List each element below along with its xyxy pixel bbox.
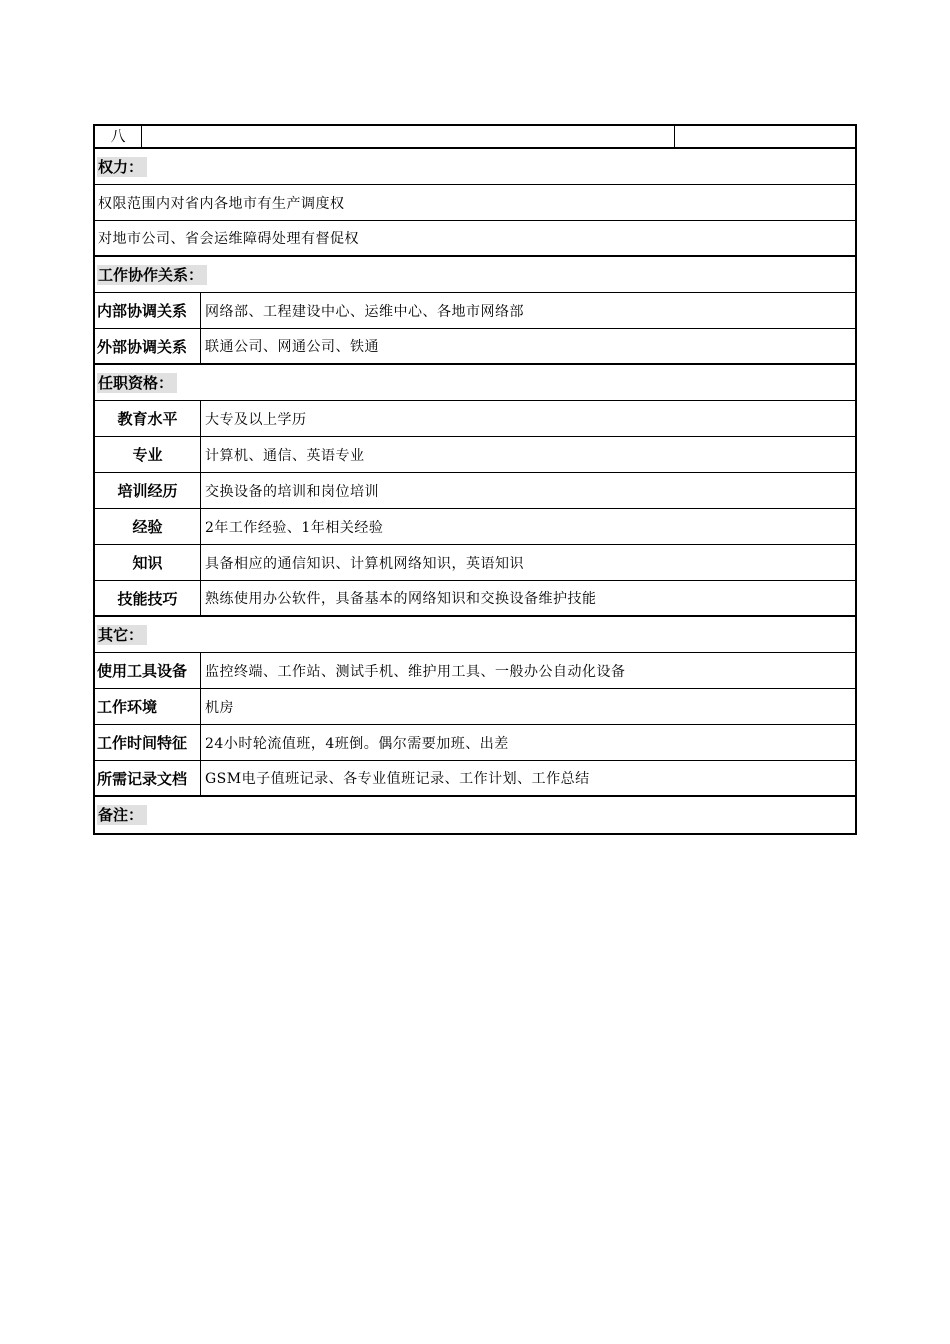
qualification-row [95,437,855,473]
cooperation-header [95,257,855,293]
row-label: 内部协调关系 [95,293,201,328]
qualification-header [95,365,855,401]
power-item-text: 对地市公司、省会运维障碍处理有督促权 [98,231,359,247]
other-row [95,689,855,725]
row-value: GSM电子值班记录、各专业值班记录、工作计划、工作总结 [205,771,590,787]
top-row [95,126,855,149]
other-header [95,617,855,653]
power-title: 权力： [97,157,147,177]
row-value: 具备相应的通信知识、计算机网络知识，英语知识 [205,555,524,572]
row-value: 24小时轮流值班，4班倒。偶尔需要加班、出差 [205,735,509,752]
power-item-text: 权限范围内对省内各地市有生产调度权 [98,195,345,212]
row-label: 知识 [95,545,201,580]
row-value: 机房 [205,699,234,716]
other-row [95,653,855,689]
qualification-row [95,401,855,437]
row-value: 2年工作经验、1年相关经验 [205,519,384,536]
row-value: 监控终端、工作站、测试手机、维护用工具、一般办公自动化设备 [205,663,626,680]
cooperation-title: 工作协作关系： [97,265,207,285]
qualification-row [95,473,855,509]
qualification-row [95,509,855,545]
job-description-table [93,124,857,835]
power-item [95,221,855,257]
qualification-row [95,581,855,617]
cooperation-row [95,329,855,365]
row-value: 联通公司、网通公司、铁通 [205,339,379,355]
row-label: 教育水平 [95,401,201,436]
power-item [95,185,855,221]
remarks-title: 备注： [97,805,147,825]
other-title: 其它： [97,625,147,645]
row-label: 外部协调关系 [95,329,201,363]
row-label: 经验 [95,509,201,544]
row-label: 培训经历 [95,473,201,508]
row-label: 专业 [95,437,201,472]
other-row [95,725,855,761]
row-label: 所需记录文档 [95,761,201,795]
remarks-header [95,797,855,833]
row-label: 工作环境 [95,689,201,724]
row-value: 计算机、通信、英语专业 [205,447,365,464]
power-header [95,149,855,185]
qualification-row [95,545,855,581]
row-value: 熟练使用办公软件，具备基本的网络知识和交换设备维护技能 [205,591,597,607]
section-number: 八 [95,126,142,147]
other-row [95,761,855,797]
row-label: 工作时间特征 [95,725,201,760]
row-value: 网络部、工程建设中心、运维中心、各地市网络部 [205,303,524,320]
row-value: 大专及以上学历 [205,411,307,428]
top-row-blank-cell [142,126,675,147]
row-label: 使用工具设备 [95,653,201,688]
cooperation-row [95,293,855,329]
top-row-blank-cell-right [675,126,855,147]
row-value: 交换设备的培训和岗位培训 [205,483,379,500]
qualification-title: 任职资格： [97,373,177,393]
row-label: 技能技巧 [95,581,201,615]
